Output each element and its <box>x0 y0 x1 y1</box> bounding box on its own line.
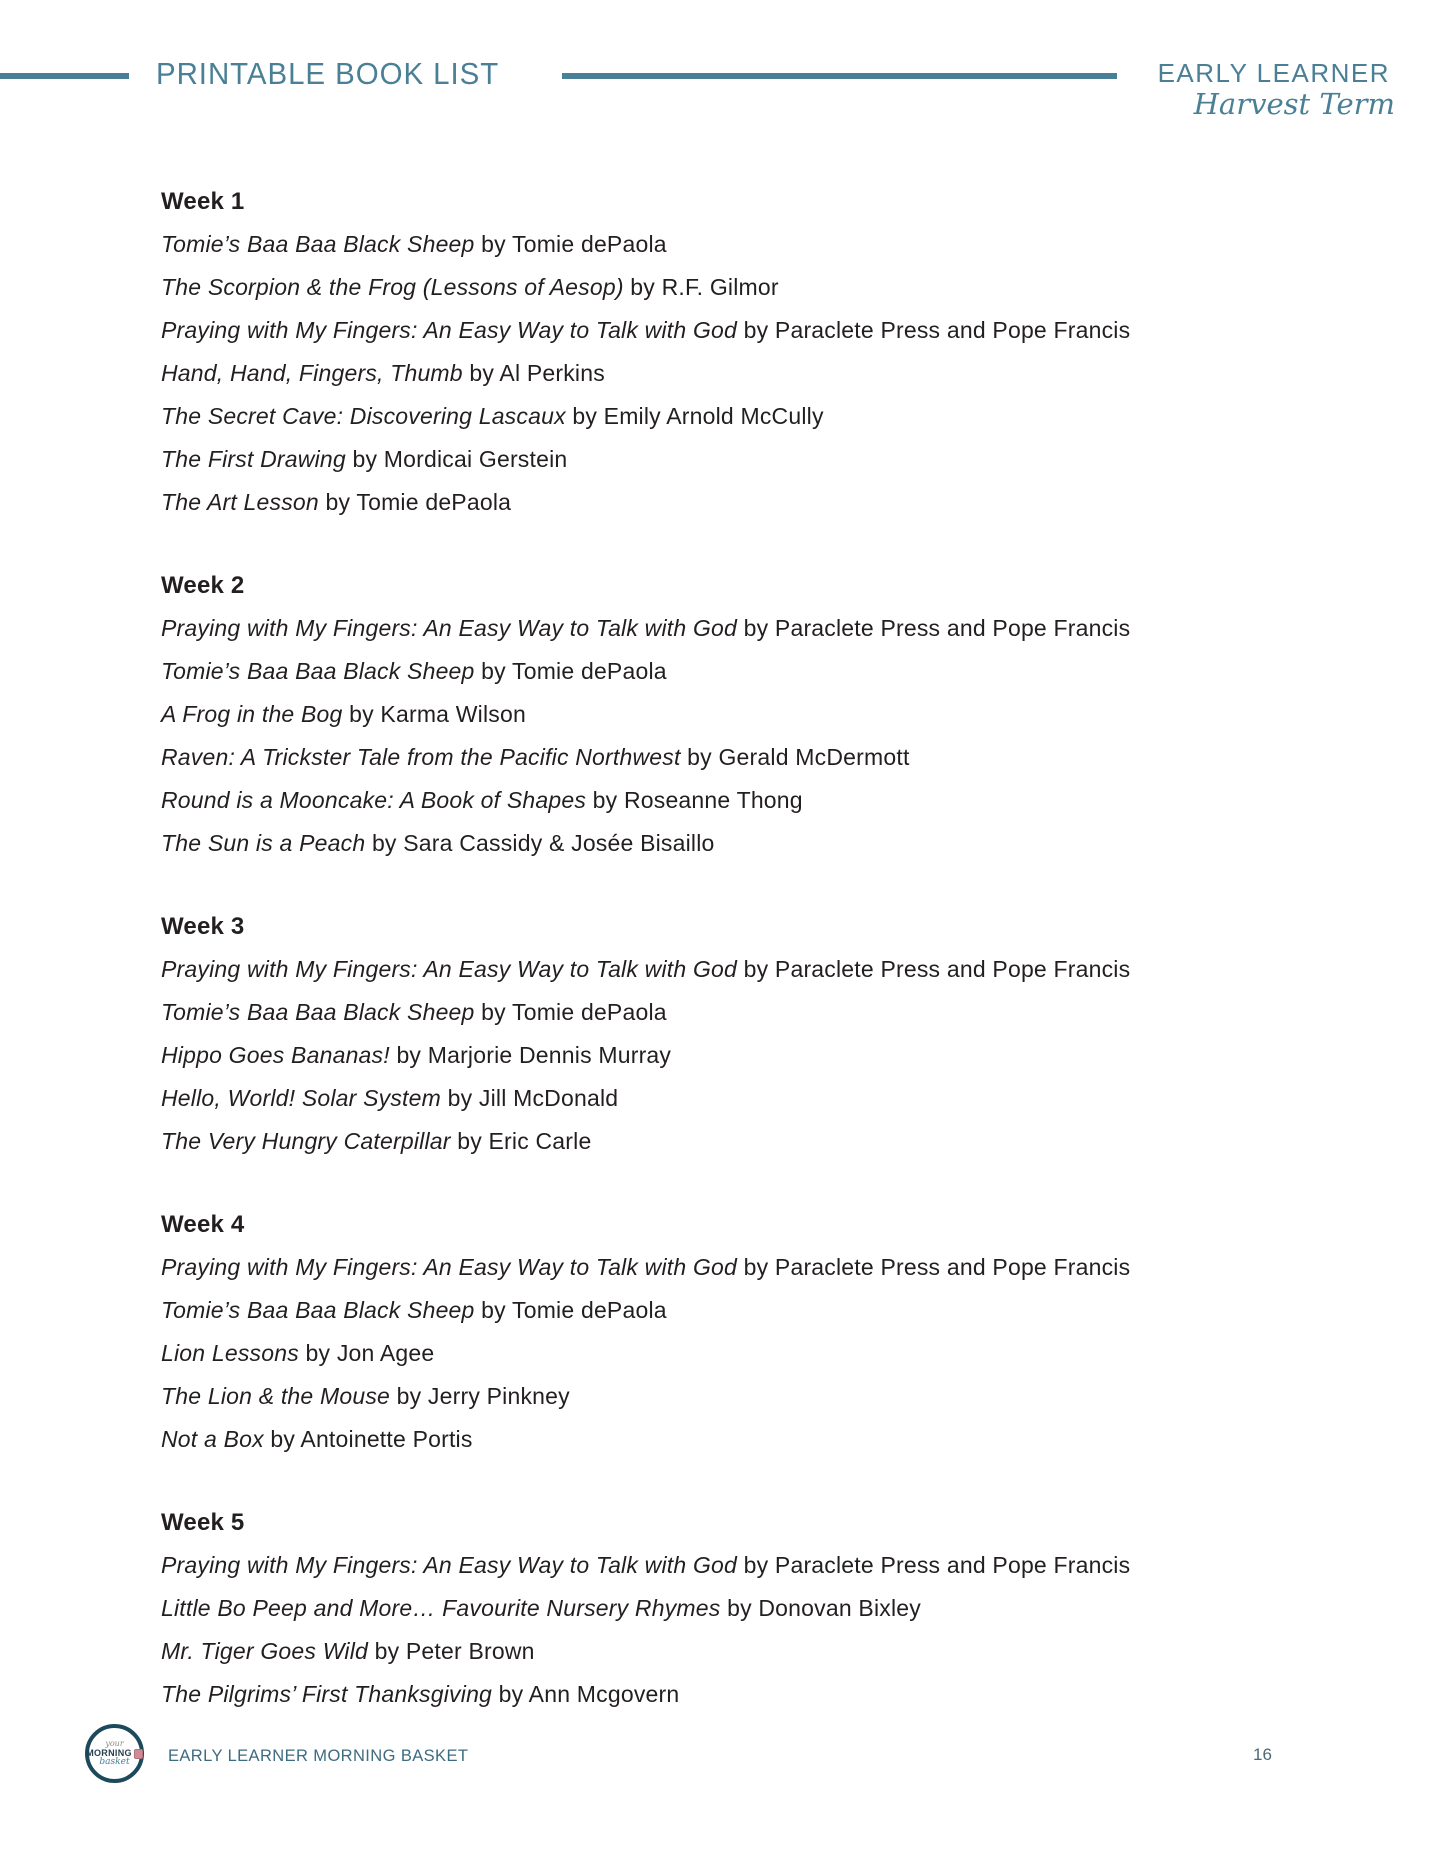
logo-text-basket: basket <box>99 1757 130 1767</box>
book-title: The Scorpion & the Frog (Lessons of Aesop) <box>161 274 624 300</box>
week-section <box>161 1501 1311 1716</box>
book-item <box>161 1034 1311 1077</box>
book-title: Lion Lessons <box>161 1340 299 1366</box>
book-title: Tomie’s Baa Baa Black Sheep <box>161 658 475 684</box>
book-title: Raven: A Trickster Tale from the Pacific Northwest <box>161 744 681 770</box>
book-item <box>161 822 1311 865</box>
week-heading: Week 4 <box>161 1211 245 1238</box>
week-section <box>161 564 1311 865</box>
book-author: by Antoinette Portis <box>270 1426 473 1452</box>
book-title: Praying with My Fingers: An Easy Way to Talk with God <box>161 317 738 343</box>
logo-text-morning: MORNING <box>86 1748 132 1758</box>
book-title: The Very Hungry Caterpillar <box>161 1128 451 1154</box>
book-item <box>161 1120 1311 1163</box>
book-title: The Pilgrims’ First Thanksgiving <box>161 1681 493 1707</box>
week-books <box>161 607 1311 865</box>
book-item <box>161 309 1311 352</box>
book-item <box>161 948 1311 991</box>
book-author: by Jon Agee <box>305 1340 435 1366</box>
book-title: The Lion & the Mouse <box>161 1383 391 1409</box>
week-books <box>161 948 1311 1163</box>
book-item <box>161 779 1311 822</box>
morning-basket-logo <box>85 1724 144 1783</box>
page-title: PRINTABLE BOOK LIST <box>156 56 500 91</box>
book-author: by Tomie dePaola <box>481 999 667 1025</box>
week-heading: Week 3 <box>161 913 245 940</box>
book-item <box>161 1418 1311 1461</box>
book-item <box>161 1544 1311 1587</box>
book-title: A Frog in the Bog <box>161 701 343 727</box>
book-title: The First Drawing <box>161 446 346 472</box>
book-item <box>161 481 1311 524</box>
book-item <box>161 1673 1311 1716</box>
week-section <box>161 180 1311 524</box>
week-books <box>161 1544 1311 1716</box>
book-title: The Secret Cave: Discovering Lascaux <box>161 403 566 429</box>
book-author: by Tomie dePaola <box>325 489 512 515</box>
book-item <box>161 438 1311 481</box>
basket-icon <box>134 1749 143 1759</box>
book-author: by Mordicai Gerstein <box>352 446 568 472</box>
book-title: Tomie’s Baa Baa Black Sheep <box>161 1297 475 1323</box>
footer-brand-text: EARLY LEARNER MORNING BASKET <box>168 1747 469 1765</box>
book-author: by Jill McDonald <box>447 1085 619 1111</box>
book-title: The Art Lesson <box>161 489 319 515</box>
book-item <box>161 736 1311 779</box>
book-title: Tomie’s Baa Baa Black Sheep <box>161 999 475 1025</box>
book-author: by Al Perkins <box>469 360 605 386</box>
book-author: by Emily Arnold McCully <box>572 403 824 429</box>
book-author: by Gerald McDermott <box>687 744 910 770</box>
book-author: by Paraclete Press and Pope Francis <box>743 956 1131 982</box>
book-item <box>161 352 1311 395</box>
book-title: Praying with My Fingers: An Easy Way to Talk with God <box>161 1254 738 1280</box>
book-item <box>161 693 1311 736</box>
book-title: Not a Box <box>161 1426 264 1452</box>
book-author: by Tomie dePaola <box>481 1297 667 1323</box>
book-title: Praying with My Fingers: An Easy Way to Talk with God <box>161 1552 738 1578</box>
book-item <box>161 607 1311 650</box>
week-heading: Week 1 <box>161 188 245 215</box>
book-author: by Ann Mcgovern <box>498 1681 680 1707</box>
book-author: by Jerry Pinkney <box>396 1383 570 1409</box>
week-heading: Week 5 <box>161 1509 245 1536</box>
book-item <box>161 1246 1311 1289</box>
term-script-label: Harvest Term <box>1193 87 1395 121</box>
program-label: EARLY LEARNER <box>1157 58 1390 88</box>
book-item <box>161 1630 1311 1673</box>
book-title: Praying with My Fingers: An Easy Way to Talk with God <box>161 615 738 641</box>
book-author: by Peter Brown <box>374 1638 535 1664</box>
book-title: Hello, World! Solar System <box>161 1085 441 1111</box>
book-list <box>161 180 1311 1756</box>
week-books <box>161 1246 1311 1461</box>
book-author: by Tomie dePaola <box>481 231 667 257</box>
book-item <box>161 395 1311 438</box>
week-section <box>161 905 1311 1163</box>
book-author: by R.F. Gilmor <box>630 274 779 300</box>
week-section <box>161 1203 1311 1461</box>
book-title: Hippo Goes Bananas! <box>161 1042 390 1068</box>
book-title: Mr. Tiger Goes Wild <box>161 1638 369 1664</box>
book-title: Tomie’s Baa Baa Black Sheep <box>161 231 475 257</box>
week-heading: Week 2 <box>161 572 245 599</box>
book-item <box>161 266 1311 309</box>
book-item <box>161 650 1311 693</box>
book-item <box>161 1375 1311 1418</box>
book-title: The Sun is a Peach <box>161 830 366 856</box>
book-title: Round is a Mooncake: A Book of Shapes <box>161 787 587 813</box>
book-author: by Karma Wilson <box>349 701 526 727</box>
book-item <box>161 991 1311 1034</box>
book-author: by Paraclete Press and Pope Francis <box>743 1552 1131 1578</box>
book-author: by Roseanne Thong <box>592 787 803 813</box>
book-item <box>161 1077 1311 1120</box>
book-title: Hand, Hand, Fingers, Thumb <box>161 360 463 386</box>
book-author: by Tomie dePaola <box>481 658 667 684</box>
book-author: by Paraclete Press and Pope Francis <box>743 1254 1131 1280</box>
book-item <box>161 1587 1311 1630</box>
book-item <box>161 1332 1311 1375</box>
header-rule-right <box>562 73 1117 79</box>
page-number: 16 <box>1253 1745 1272 1764</box>
book-author: by Sara Cassidy & Josée Bisaillo <box>371 830 715 856</box>
header-rule-left <box>0 73 129 79</box>
book-item <box>161 1289 1311 1332</box>
logo-text-your: your <box>105 1739 124 1748</box>
week-books <box>161 223 1311 524</box>
book-author: by Donovan Bixley <box>727 1595 921 1621</box>
book-author: by Marjorie Dennis Murray <box>396 1042 672 1068</box>
book-author: by Paraclete Press and Pope Francis <box>743 615 1131 641</box>
book-author: by Paraclete Press and Pope Francis <box>743 317 1131 343</box>
book-item <box>161 223 1311 266</box>
book-title: Little Bo Peep and More… Favourite Nursery Rhymes <box>161 1595 721 1621</box>
book-author: by Eric Carle <box>457 1128 592 1154</box>
book-title: Praying with My Fingers: An Easy Way to Talk with God <box>161 956 738 982</box>
